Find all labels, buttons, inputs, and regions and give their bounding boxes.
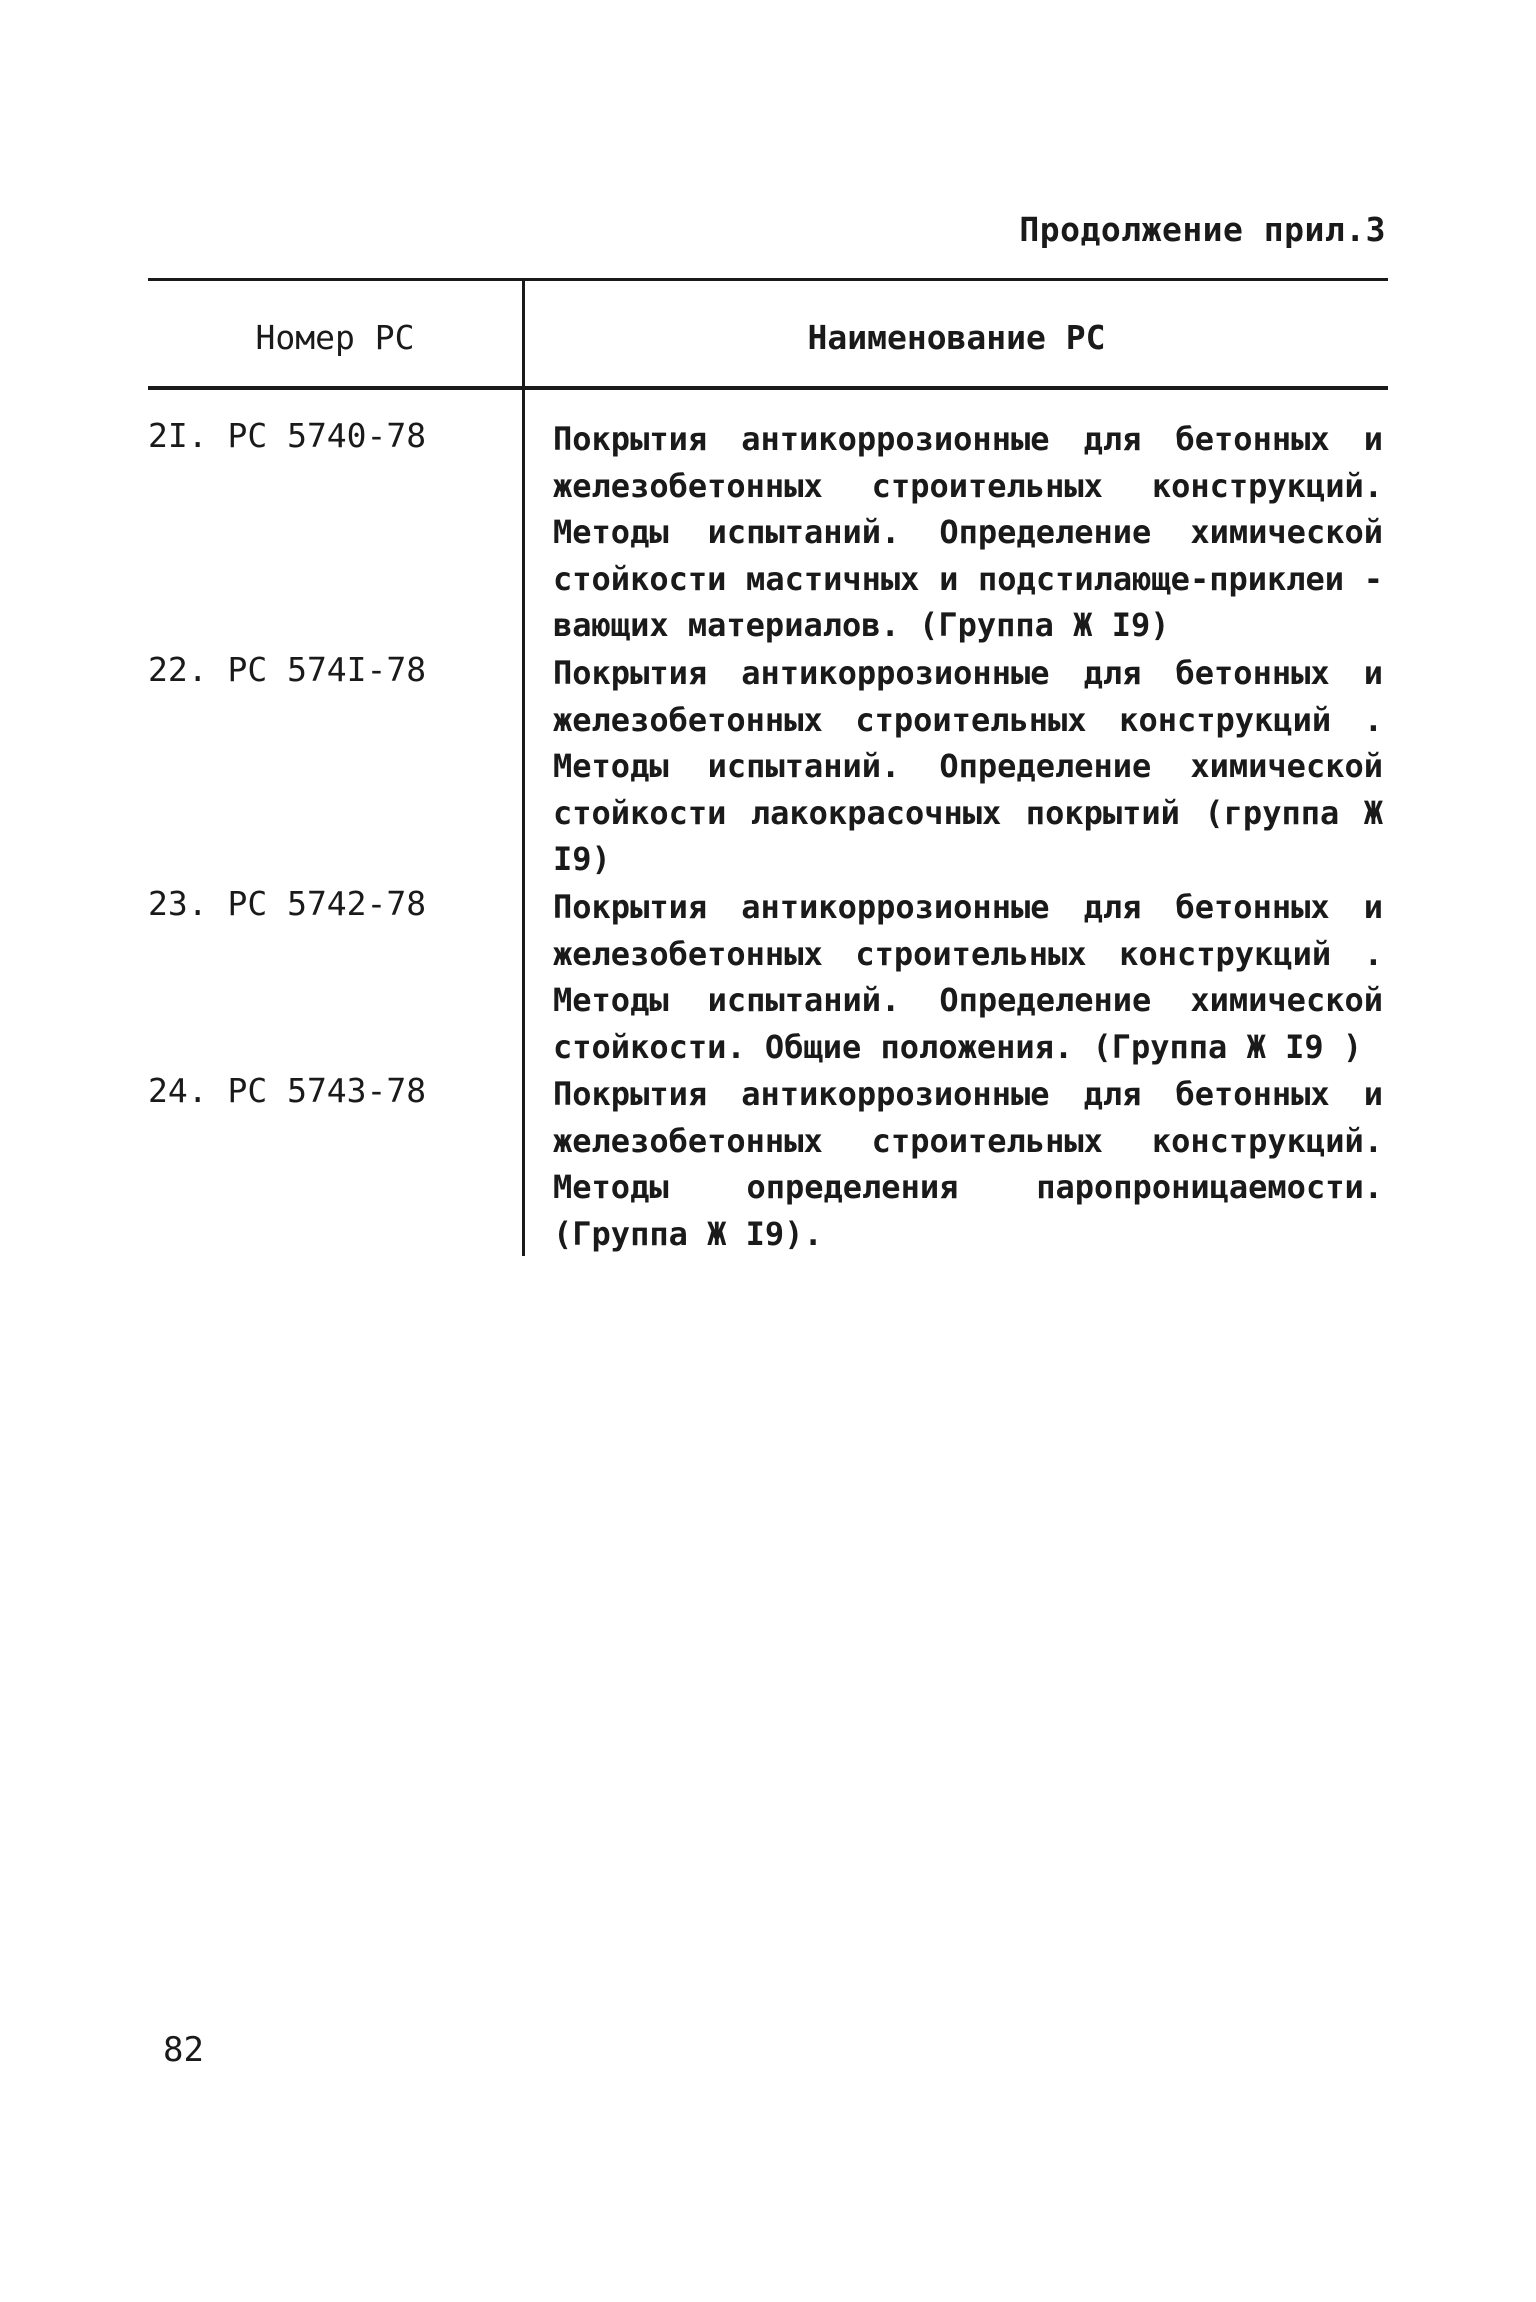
page-number: 82 [163, 2030, 204, 2070]
row-name: Покрытия антикоррозионные для бетонных и железобетонных строительных конструкций. Методы испытаний. Определение химической стойкости мастичных и подстилающе-приклеи - вающих материалов. (Группа Ж I9) [553, 420, 1383, 644]
row-name: Покрытия антикоррозионные для бетонных и железобетонных строительных конструкций . Методы испытаний. Определение химической стойкости лакокрасочных покрытий (группа Ж I9) [553, 654, 1383, 878]
row-name: Покрытия антикоррозионные для бетонных и железобетонных строительных конструкций. Методы определения паропроницаемости. (Группа Ж I9). [553, 1075, 1383, 1253]
column-header-name: Наименование РС [807, 318, 1106, 357]
row-number: 2I. РС 5740-78 [148, 416, 427, 455]
row-number: 24. РС 5743-78 [148, 1071, 427, 1110]
table-header-rule [148, 386, 1388, 390]
continuation-label: Продолжение прил.3 [1019, 210, 1386, 249]
column-divider [522, 278, 525, 1256]
row-number: 23. РС 5742-78 [148, 884, 427, 923]
row-name: Покрытия антикоррозионные для бетонных и железобетонных строительных конструкций . Методы испытаний. Определение химической стойкости. Общие положения. (Группа Ж I9 ) [553, 888, 1383, 1066]
row-number: 22. РС 574I-78 [148, 650, 427, 689]
column-header-number: Номер РС [255, 318, 415, 357]
table-top-rule [148, 278, 1388, 281]
